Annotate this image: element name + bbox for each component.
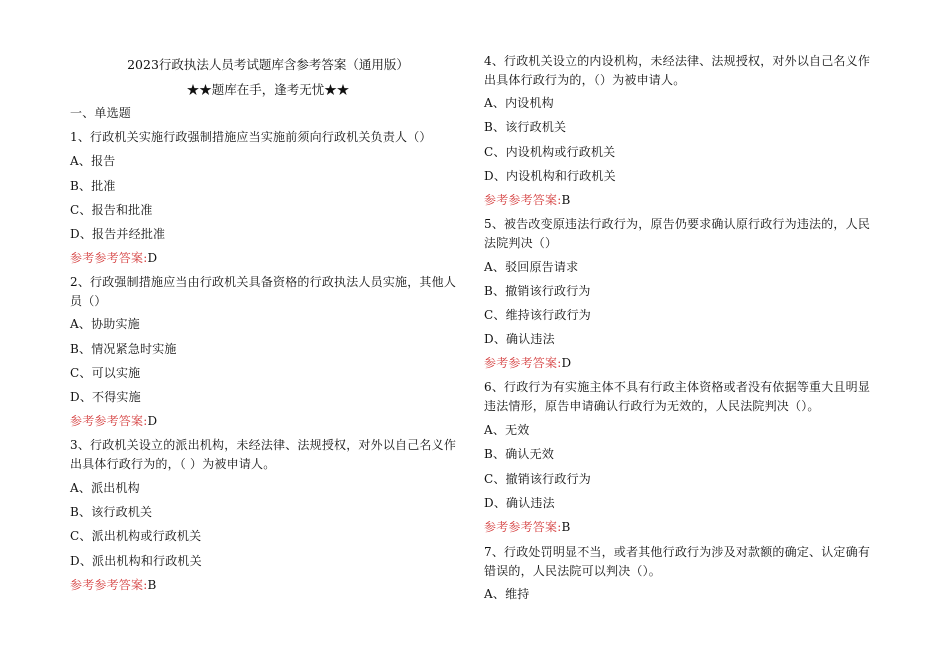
question-4-option-a: A、内设机构 [484, 96, 554, 110]
question-5-option-a: A、驳回原告请求 [484, 260, 579, 274]
question-6-answer [484, 518, 880, 537]
answer-value: D [147, 251, 158, 265]
question-2-option-d: D、不得实施 [70, 390, 141, 404]
question-2-option-b: B、情况紧急时实施 [70, 342, 177, 356]
question-3-stem: 3、行政机关设立的派出机构，未经法律、法规授权，对外以自己名义作出具体行政行为的，（ ）为被申请人。 [70, 438, 457, 471]
question-6-option-d: D、确认违法 [484, 496, 555, 510]
question-1-answer [70, 249, 466, 268]
question-1-option-a: A、报告 [70, 154, 116, 168]
question-6-option-c: C、撤销该行政行为 [484, 472, 591, 486]
question-4-answer [484, 191, 880, 210]
answer-value: B [147, 578, 157, 592]
question-4-stem: 4、行政机关设立的内设机构，未经法律、法规授权，对外以自己名义作出具体行政行为的，（）为被申请人。 [484, 54, 871, 87]
answer-label: 参考参考答案: [70, 414, 148, 428]
question-5-option-d: D、确认违法 [484, 332, 555, 346]
question-2-answer [70, 412, 466, 431]
answer-value: D [147, 414, 158, 428]
question-5-option-b: B、撤销该行政行为 [484, 284, 591, 298]
question-3-option-a: A、派出机构 [70, 481, 140, 495]
answer-label: 参考参考答案: [484, 520, 562, 534]
section-heading: 一、单选题 [70, 106, 132, 120]
question-4-option-d: D、内设机构和行政机关 [484, 169, 616, 183]
document-subtitle: ★★题库在手，逢考无忧★★ [186, 82, 350, 97]
answer-value: B [561, 193, 571, 207]
question-5-answer [484, 354, 880, 373]
answer-label: 参考参考答案: [70, 251, 148, 265]
question-7-stem: 7、行政处罚明显不当，或者其他行政行为涉及对款额的确定、认定确有错误的，人民法院可以判决（）。 [484, 545, 871, 578]
question-3-option-b: B、该行政机关 [70, 505, 153, 519]
question-5-stem: 5、被告改变原违法行政行为，原告仍要求确认原行政行为违法的，人民法院判决（） [484, 217, 871, 250]
question-5-option-c: C、维持该行政行为 [484, 308, 591, 322]
answer-value: D [561, 356, 572, 370]
answer-label: 参考参考答案: [484, 356, 562, 370]
question-2-option-c: C、可以实施 [70, 366, 141, 380]
question-4-option-b: B、该行政机关 [484, 120, 567, 134]
question-3-option-d: D、派出机构和行政机关 [70, 554, 202, 568]
question-4-option-c: C、内设机构或行政机关 [484, 145, 616, 159]
question-6-option-a: A、无效 [484, 423, 530, 437]
question-7-option-a: A、维持 [484, 587, 530, 601]
question-1-stem: 1、行政机关实施行政强制措施应当实施前须向行政机关负责人（） [70, 130, 432, 144]
question-1-option-b: B、批准 [70, 179, 116, 193]
document-title: 2023行政执法人员考试题库含参考答案（通用版） [127, 57, 409, 72]
question-2-stem: 2、行政强制措施应当由行政机关具备资格的行政执法人员实施，其他人员（） [70, 275, 457, 308]
question-3-option-c: C、派出机构或行政机关 [70, 529, 202, 543]
question-1-option-d: D、报告并经批准 [70, 227, 166, 241]
question-3-answer [70, 576, 466, 595]
answer-label: 参考参考答案: [484, 193, 562, 207]
answer-value: B [561, 520, 571, 534]
question-6-stem: 6、行政行为有实施主体不具有行政主体资格或者没有依据等重大且明显违法情形，原告申请确认行政行为无效的，人民法院判决（）。 [484, 380, 871, 413]
answer-label: 参考参考答案: [70, 578, 148, 592]
question-2-option-a: A、协助实施 [70, 317, 140, 331]
question-1-option-c: C、报告和批准 [70, 203, 153, 217]
question-6-option-b: B、确认无效 [484, 447, 555, 461]
